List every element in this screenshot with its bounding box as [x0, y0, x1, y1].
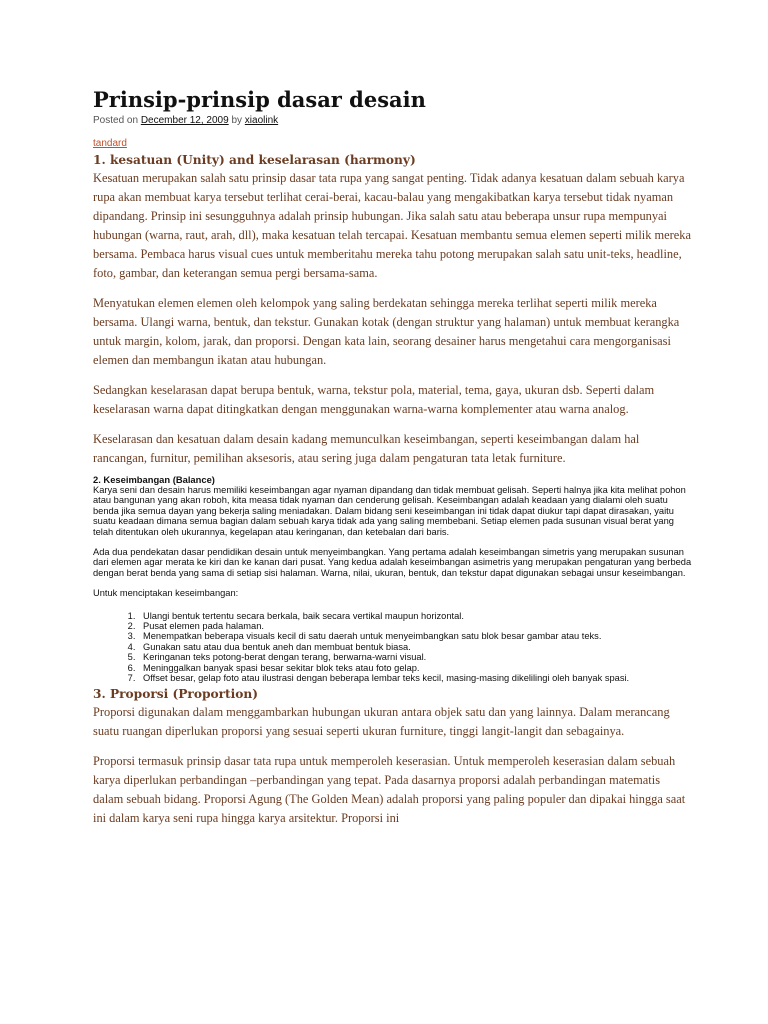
section-1-paragraph: Sedangkan keselarasan dapat berupa bentuk, warna, tekstur pola, material, tema, gaya, ukuran dsb. Seperti dalam keselarasan warna dapat ditingkatkan dengan menggunakan warna-warna komplementer atau warna analog.: [93, 383, 655, 416]
section-2-paragraph: Untuk menciptakan keseimbangan:: [93, 588, 239, 599]
section-2-paragraph: Ada dua pendekatan dasar pendidikan desain untuk menyeimbangkan. Yang pertama adalah keseimbangan simetris yang merupakan susunan dari elemen agar merata ke kiri dan ke kanan dari pusat. Yang kedua adalah keseimbangan asimetris yang merupakan pengaturan yang berbeda dengan berat benda yang sama di setiap sisi halaman. Warna, nilai, ukuran, bentuk, dan tekstur dapat digunakan sebagai unsur keseimbangan.: [93, 547, 692, 578]
section-3-paragraph: Proporsi digunakan dalam menggambarkan hubungan ukuran antara objek satu dan yang lainnya. Dalam merancang suatu ruangan diperlukan proporsi yang sesuai seperti ukuran furniture, tinggi langit-langit dan sebagainya.: [93, 704, 670, 738]
list-item: 2. Pusat elemen pada halaman.: [138, 621, 693, 631]
section-1-paragraph: Keselarasan dan kesatuan dalam desain kadang memunculkan keseimbangan, seperti keseimbangan dalam hal rancangan, furnitur, pemilihan aksesoris, atau sering juga dalam pengaturan tata letak furniture.: [93, 432, 640, 465]
balance-steps-list: [93, 611, 693, 684]
by-label: by: [231, 115, 243, 126]
document-page: [93, 86, 693, 839]
list-item: 6. Meninggalkan banyak spasi besar sekitar blok teks atau foto gelap.: [138, 663, 693, 673]
posted-on-label: Posted on: [93, 115, 139, 126]
section-3-paragraph: Proporsi termasuk prinsip dasar tata rupa untuk memperoleh keserasian. Untuk memperoleh keserasian dalam sebuah karya diperlukan perbandingan –perbandingan yang tepat. Pada dasarnya proporsi adalah perbandingan matematis dalam sebuah bidang. Proporsi Agung (The Golden Mean) adalah proporsi yang paling populer dan dipakai hingga saat ini dalam karya seni rupa hingga karya arsitektur. Proporsi ini: [93, 753, 686, 825]
section-1-heading: 1. kesatuan (Unity) and keselarasan (harmony): [93, 153, 416, 167]
post-title: Prinsip-prinsip dasar desain: [93, 87, 426, 112]
list-item: 7. Offset besar, gelap foto atau ilustrasi dengan beberapa lembar teks kecil, masing-masing dikelilingi oleh banyak spasi.: [138, 673, 693, 683]
list-item: 1. Ulangi bentuk tertentu secara berkala, baik secara vertikal maupun horizontal.: [138, 611, 693, 621]
list-item: 4. Gunakan satu atau dua bentuk aneh dan membuat bentuk biasa.: [138, 642, 693, 652]
author-link[interactable]: xiaolink: [244, 115, 279, 126]
post-date-link[interactable]: December 12, 2009: [140, 115, 229, 126]
section-1-paragraph: Kesatuan merupakan salah satu prinsip dasar tata rupa yang sangat penting. Tidak adanya kesatuan dalam sebuah karya rupa akan membuat karya tersebut terlihat cerai-berai, kacau-balau yang mengakibatkan karya tersebut tidak nyaman dipandang. Prinsip ini sesungguhnya adalah prinsip hubungan. Jika salah satu atau beberapa unsur rupa mempunyai hubungan (warna, raut, arah, dll), maka kesatuan telah tercapai. Kesatuan membantu semua elemen seperti milik mereka bersama. Pembaca harus visual cues untuk memberitahu mereka tahu potong merupakan salah satu unit-teks, headline, foto, gambar, dan keterangan semua pergi bersama-sama.: [93, 171, 691, 280]
list-item: 3. Menempatkan beberapa visuals kecil di satu daerah untuk menyeimbangkan satu blok besar gambar atau teks.: [138, 631, 693, 641]
category-tag-link[interactable]: tandard: [93, 138, 127, 149]
section-1-paragraph: Menyatukan elemen elemen oleh kelompok yang saling berdekatan sehingga mereka terlihat seperti milik mereka bersama. Ulangi warna, bentuk, dan tekstur. Gunakan kotak (dengan struktur yang halaman) untuk membuat kerangka untuk margin, kolom, jarak, dan proporsi. Dengan kata lain, seorang desainer harus mengetahui cara mengorganisasi elemen dan membangun ikatan atau hubungan.: [93, 296, 680, 367]
section-2-heading: 2. Keseimbangan (Balance): [93, 474, 215, 485]
post-meta: [93, 114, 693, 128]
section-2-paragraph: Karya seni dan desain harus memiliki keseimbangan agar nyaman dipandang dan tidak membuat gelisah. Seperti halnya jika kita melihat pohon atau bangunan yang akan roboh, kita measa tidak nyaman dan cenderung gelisah. Keseimbangan adalah keadaan yang dialami oleh suatu benda jika semua dayan yang bekerja saling meniadakan. Dalam bidang seni keseimbangan ini tidak dapat diukur tapi dapat dirasakan, yaitu suatu keadaan dimana semua bagian dalam sebuah karya tidak ada yang saling membebani. Setiap elemen pada susunan visual berat yang telah ditentukan oleh ukurannya, kegelapan atau keringanan, dan ketebalan dari baris.: [93, 485, 686, 537]
list-item: 5. Keringanan teks potong-berat dengan terang, berwarna-warni visual.: [138, 652, 693, 662]
section-3-heading: 3. Proporsi (Proportion): [93, 686, 259, 701]
